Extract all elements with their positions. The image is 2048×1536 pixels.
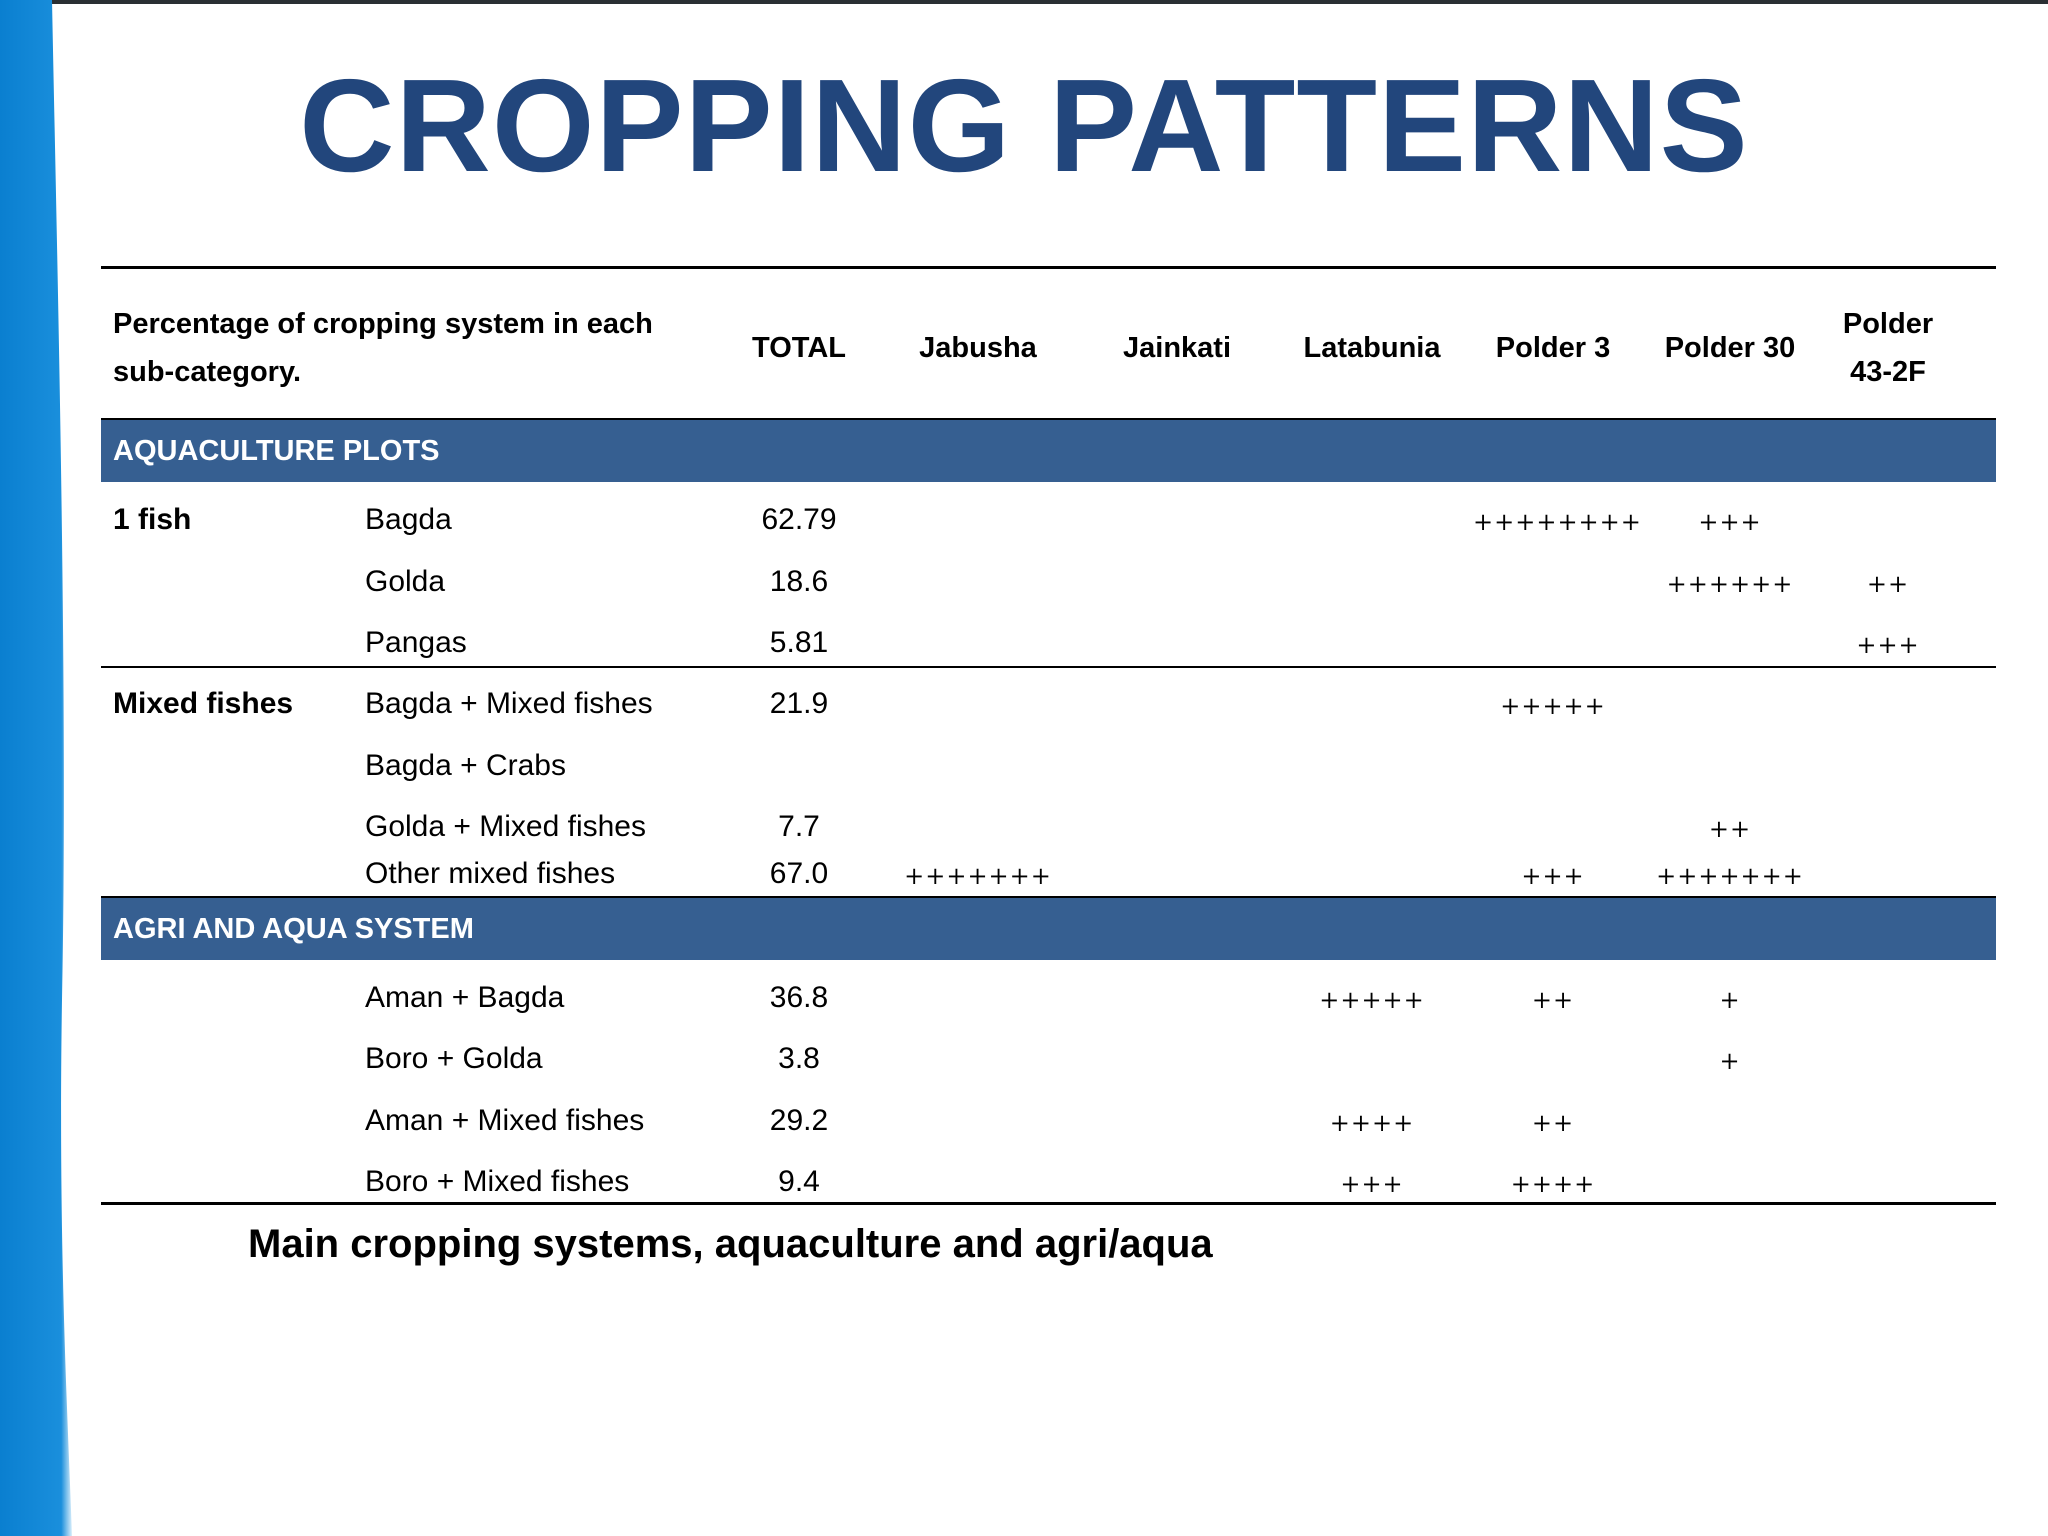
polder-3-mark: ++: [1531, 1109, 1575, 1137]
row-system: Aman + Bagda: [365, 981, 565, 1014]
section-aquaculture-plots: AQUACULTURE PLOTS: [101, 420, 1996, 482]
cropping-table: [101, 266, 1996, 1206]
section-agri-and-aqua-system: AGRI AND AQUA SYSTEM: [101, 898, 1996, 960]
header-polder-30: Polder 30: [1664, 332, 1796, 364]
table-bottom-rule: [101, 1202, 1996, 1205]
polder-43-mark: +++: [1856, 631, 1920, 659]
group-rule: [101, 666, 1996, 668]
row-system: Golda: [365, 565, 446, 598]
latabunia-mark: +++: [1340, 1170, 1404, 1198]
row-total: 3.8: [778, 1042, 820, 1075]
header-total: TOTAL: [752, 332, 846, 364]
row-system: Pangas: [365, 626, 467, 659]
polder-3-mark: ++++++++: [1473, 508, 1642, 536]
sidebar-decoration: [0, 0, 80, 1536]
header-jainkati: Jainkati: [1123, 332, 1231, 364]
polder-3-mark: ++: [1531, 986, 1575, 1014]
polder-30-mark: +: [1719, 1047, 1741, 1075]
polder-3-mark: +++: [1521, 862, 1585, 890]
table-top-rule: [101, 266, 1996, 269]
row-total: 29.2: [769, 1104, 829, 1137]
row-total: 5.81: [769, 626, 829, 659]
row-total: 9.4: [778, 1165, 820, 1198]
top-border: [0, 0, 2048, 4]
group-1-fish: 1 fish: [113, 503, 192, 536]
header-description: Percentage of cropping system in each sub-category.: [113, 308, 653, 388]
polder-3-mark: +++++: [1500, 692, 1606, 720]
row-system: Boro + Golda: [365, 1042, 543, 1075]
polder-30-mark: +: [1719, 986, 1741, 1014]
polder-30-mark: ++++++: [1666, 570, 1794, 598]
header-jabusha: Jabusha: [919, 332, 1037, 364]
header-latabunia: Latabunia: [1303, 332, 1441, 364]
row-total: 21.9: [769, 687, 829, 720]
row-system: Bagda + Mixed fishes: [365, 687, 653, 720]
row-system: Golda + Mixed fishes: [365, 810, 646, 843]
row-total: 62.79: [761, 503, 837, 536]
group-mixed-fishes: Mixed fishes: [113, 687, 294, 720]
row-system: Other mixed fishes: [365, 857, 616, 890]
row-system: Boro + Mixed fishes: [365, 1165, 630, 1198]
row-total: 18.6: [769, 565, 829, 598]
row-total: 7.7: [778, 810, 820, 843]
polder-30-mark: +++++++: [1656, 862, 1804, 890]
polder-43-mark: ++: [1866, 570, 1910, 598]
latabunia-mark: ++++: [1329, 1109, 1415, 1137]
table-caption: Main cropping systems, aquaculture and agri/aqua: [248, 1222, 1213, 1266]
polder-30-mark: ++: [1708, 815, 1752, 843]
row-system: Bagda + Crabs: [365, 749, 566, 782]
header-polder-43-2f: Polder 43-2F: [1842, 308, 1934, 388]
row-system: Bagda: [365, 503, 452, 536]
polder-3-mark: ++++: [1510, 1170, 1596, 1198]
jabusha-mark: +++++++: [904, 862, 1052, 890]
row-total: 67.0: [769, 857, 829, 890]
row-system: Aman + Mixed fishes: [365, 1104, 645, 1137]
row-total: 36.8: [769, 981, 829, 1014]
page-title: CROPPING PATTERNS: [299, 52, 1749, 199]
header-polder-3: Polder 3: [1495, 332, 1611, 364]
polder-30-mark: +++: [1698, 508, 1762, 536]
latabunia-mark: +++++: [1319, 986, 1425, 1014]
